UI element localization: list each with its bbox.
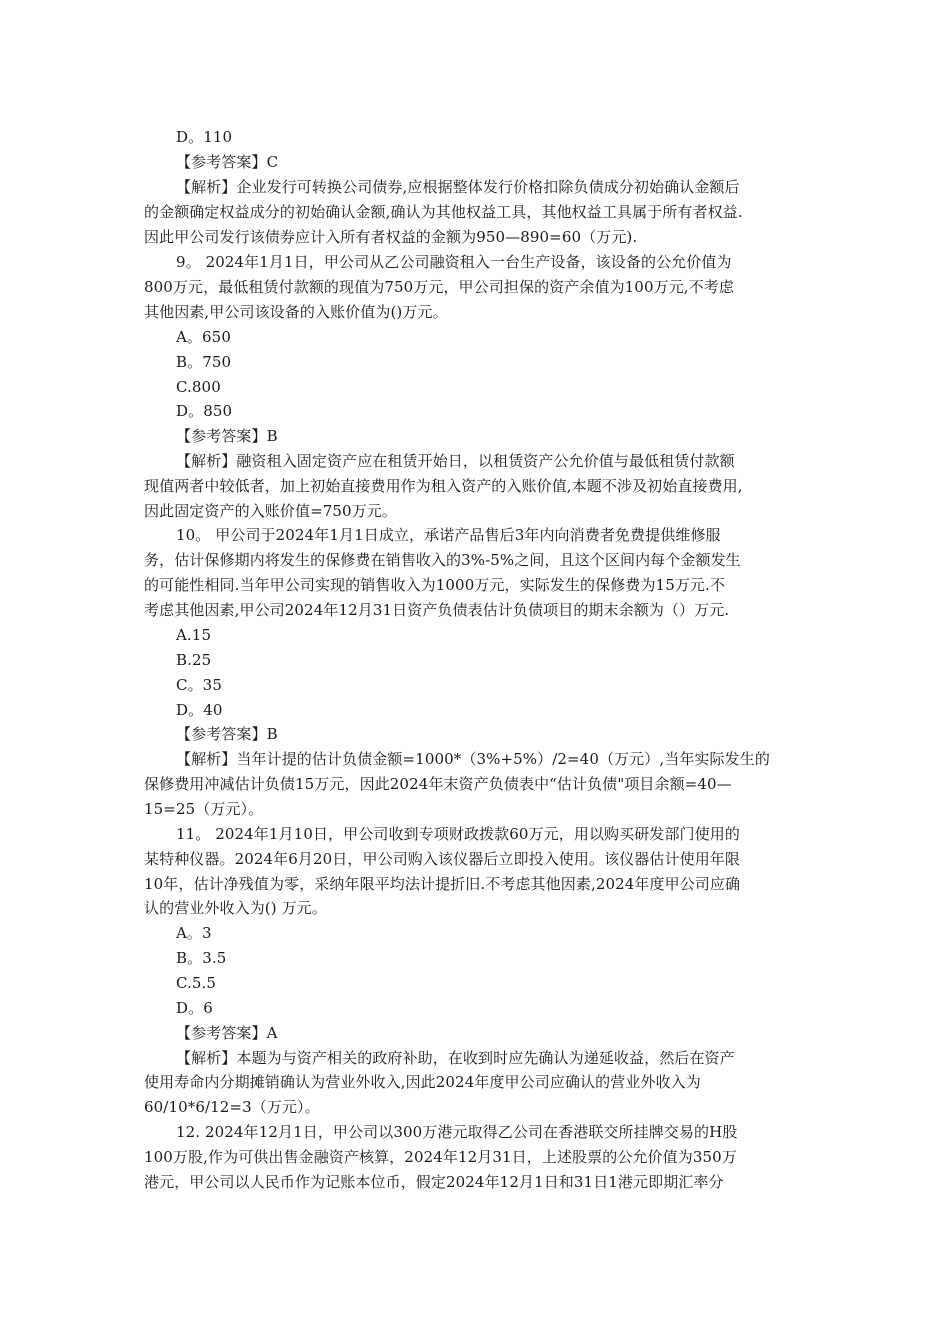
question-11-line: 认的营业外收入为() 万元。: [144, 899, 327, 917]
question-9-line: 800万元，最低租赁付款额的现值为750万元，甲公司担保的资产余值为100万元,不考虑: [144, 278, 734, 296]
answer-label: 【参考答案】A: [176, 1024, 278, 1042]
analysis-line: 【解析】本题为与资产相关的政府补助，在收到时应先确认为递延收益，然后在资产: [176, 1049, 735, 1067]
analysis-line: 【解析】企业发行可转换公司债券,应根据整体发行价格扣除负债成分初始确认金额后: [176, 178, 740, 196]
option-b: B.25: [176, 651, 212, 669]
analysis-line: 【解析】融资租入固定资产应在租赁开始日，以租赁资产公允价值与最低租赁付款额: [176, 452, 735, 470]
analysis-line: 使用寿命内分期摊销确认为营业外收入,因此2024年度甲公司应确认的营业外收入为: [144, 1073, 701, 1091]
analysis-line: 的金额确定权益成分的初始确认金额,确认为其他权益工具，其他权益工具属于所有者权益.: [144, 203, 743, 221]
analysis-line: 15=25（万元）。: [144, 800, 264, 818]
question-12-line: 港元，甲公司以人民币作为记账本位币，假定2024年12月1日和31日1港元即期汇率分: [144, 1173, 724, 1191]
question-10-line: 务，估计保修期内将发生的保修费在销售收入的3%-5%之间，且这个区间内每个金额发生: [144, 551, 741, 569]
analysis-line: 因此甲公司发行该债券应计入所有者权益的金额为950—890=60（万元).: [144, 228, 638, 246]
analysis-line: 现值两者中较低者，加上初始直接费用作为租入资产的入账价值,本题不涉及初始直接费用,: [144, 477, 743, 495]
answer-label: 【参考答案】C: [176, 153, 279, 171]
analysis-line: 60/10*6/12=3（万元）。: [144, 1098, 320, 1116]
option-c: C。35: [176, 676, 222, 694]
option-a: A.15: [176, 626, 212, 644]
question-11-line: 某特种仪器。2024年6月20日，甲公司购入该仪器后立即投入使用。该仪器估计使用年限: [144, 850, 741, 868]
option-a: A。3: [176, 924, 212, 942]
question-12-line: 100万股,作为可供出售金融资产核算，2024年12月31日，上述股票的公允价值为350万: [144, 1148, 737, 1166]
answer-label: 【参考答案】B: [176, 725, 278, 743]
question-10-line: 10。 甲公司于2024年1月1日成立，承诺产品售后3年内向消费者免费提供维修服: [176, 526, 721, 544]
option-b: B。750: [176, 353, 232, 371]
option-d: D。40: [176, 701, 223, 719]
option-c: C.800: [176, 378, 221, 396]
option-a: A。650: [176, 328, 231, 346]
question-9-line: 9。 2024年1月1日，甲公司从乙公司融资租入一台生产设备，该设备的公允价值为: [176, 253, 732, 271]
question-9-line: 其他因素,甲公司该设备的入账价值为()万元。: [144, 303, 448, 321]
option-c: C.5.5: [176, 974, 217, 992]
question-10-line: 考虑其他因素,甲公司2024年12月31日资产负债表估计负债项目的期末余额为（）万元.: [144, 601, 730, 619]
question-11-line: 11。 2024年1月10日，甲公司收到专项财政拨款60万元，用以购买研发部门使用的: [176, 825, 740, 843]
question-11-line: 10年，估计净残值为零，采纳年限平均法计提折旧.不考虑其他因素,2024年度甲公司应确: [144, 875, 741, 893]
analysis-line: 因此固定资产的入账价值=750万元。: [144, 502, 398, 520]
option-d: D。6: [176, 999, 213, 1017]
analysis-line: 保修费用冲减估计负债15万元，因此2024年末资产负债表中“估计负债"项目余额=40—: [144, 775, 732, 793]
option-d: D。850: [176, 402, 233, 420]
question-10-line: 的可能性相同.当年甲公司实现的销售收入为1000万元，实际发生的保修费为15万元.不: [144, 576, 726, 594]
option-d: D。110: [176, 128, 233, 146]
answer-label: 【参考答案】B: [176, 427, 278, 445]
question-12-line: 12. 2024年12月1日，甲公司以300万港元取得乙公司在香港联交所挂牌交易的H股: [176, 1123, 738, 1141]
analysis-line: 【解析】当年计提的估计负债金额=1000*（3%+5%）/2=40（万元）,当年实际发生的: [176, 750, 770, 768]
option-b: B。3.5: [176, 949, 227, 967]
